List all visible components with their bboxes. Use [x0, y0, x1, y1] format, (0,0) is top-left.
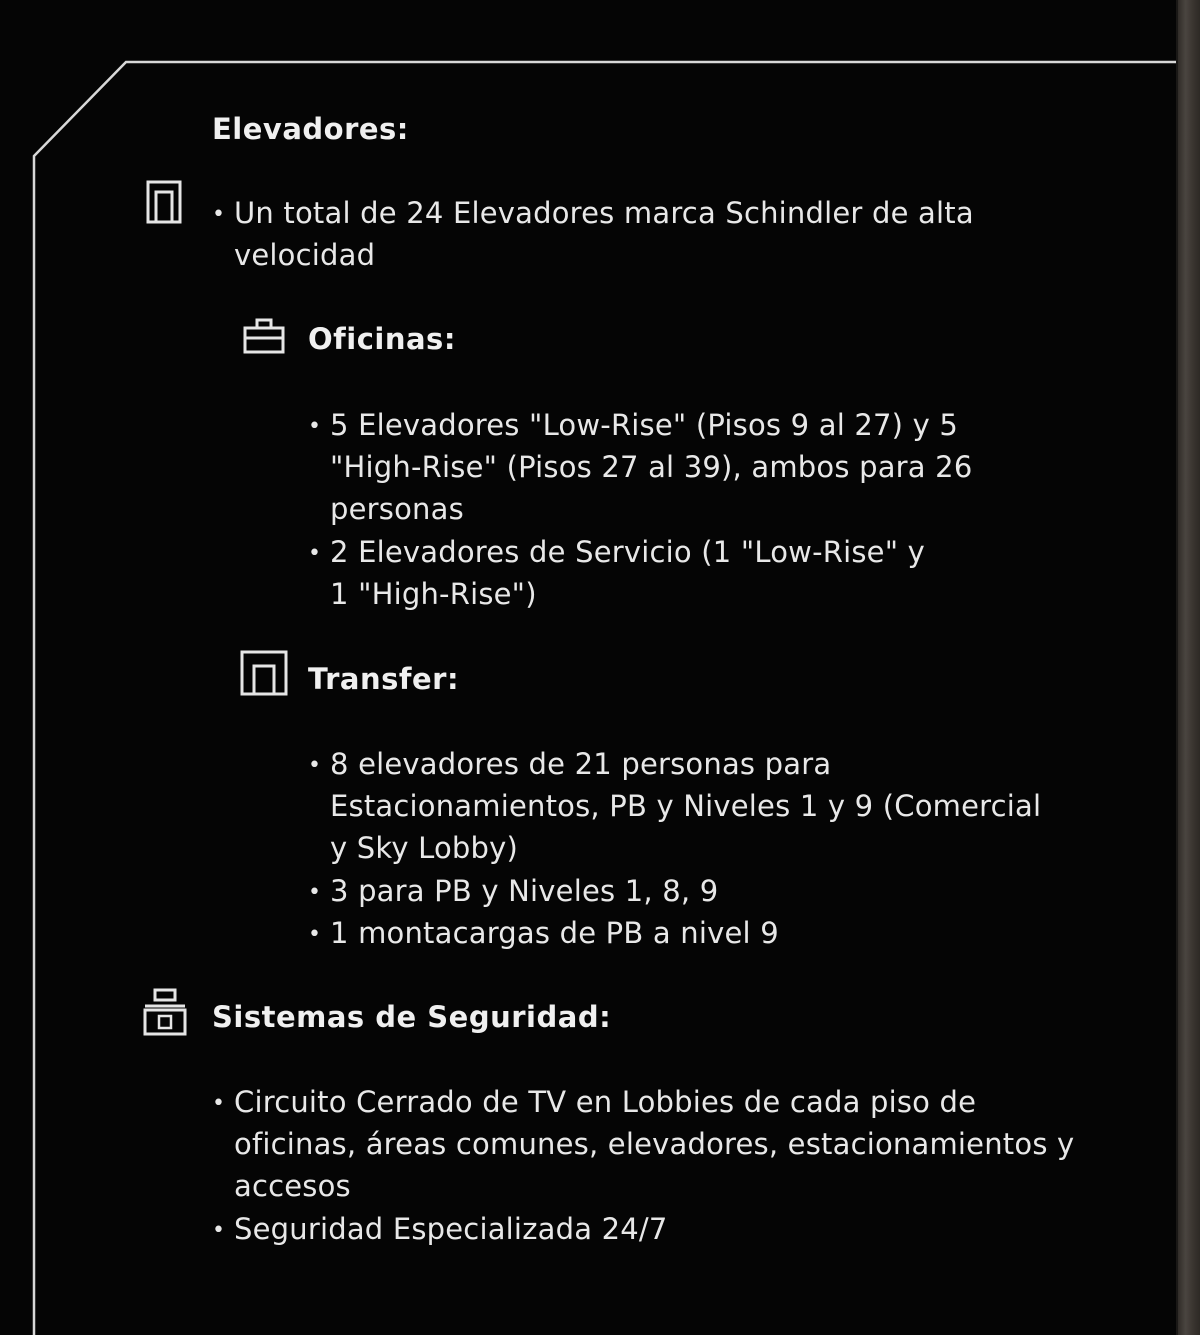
bullet-dot: • — [212, 1218, 225, 1243]
elevadores-bullet-1: Un total de 24 Elevadores marca Schindler de alta velocidad — [234, 196, 974, 272]
transfer-bullet-2: 3 para PB y Niveles 1, 8, 9 — [330, 874, 719, 908]
section-title-elevadores: Elevadores: — [212, 112, 409, 146]
oficinas-bullet-2: 2 Elevadores de Servicio (1 "Low-Rise" y 1 "High-Rise") — [330, 535, 926, 611]
bullet-dot: • — [308, 753, 321, 778]
security-camera-icon — [143, 988, 187, 1038]
transfer-bullet-3: 1 montacargas de PB a nivel 9 — [330, 916, 779, 950]
bullet-dot: • — [308, 414, 321, 439]
seguridad-bullet-2: Seguridad Especializada 24/7 — [234, 1212, 668, 1246]
oficinas-bullet-1: 5 Elevadores "Low-Rise" (Pisos 9 al 27) y 5 "High-Rise" (Pisos 27 al 39), ambos para 26 personas — [330, 408, 973, 526]
bullet-dot: • — [308, 541, 321, 566]
bullet-dot: • — [308, 922, 321, 947]
elevator-icon — [240, 650, 288, 696]
bullet-dot: • — [212, 1091, 225, 1116]
bullet-dot: • — [308, 880, 321, 905]
elevator-icon — [146, 180, 182, 224]
bullet-dot: • — [212, 202, 225, 227]
seguridad-bullet-1: Circuito Cerrado de TV en Lobbies de cada piso de oficinas, áreas comunes, elevadores, estacionamientos y accesos — [234, 1085, 1075, 1203]
section-title-transfer: Transfer: — [308, 662, 460, 696]
briefcase-icon — [243, 318, 285, 354]
section-title-oficinas: Oficinas: — [308, 322, 456, 356]
transfer-bullet-1: 8 elevadores de 21 personas para Estacionamientos, PB y Niveles 1 y 9 (Comercial y Sky Lobby) — [330, 747, 1042, 865]
section-title-seguridad: Sistemas de Seguridad: — [212, 1000, 612, 1034]
